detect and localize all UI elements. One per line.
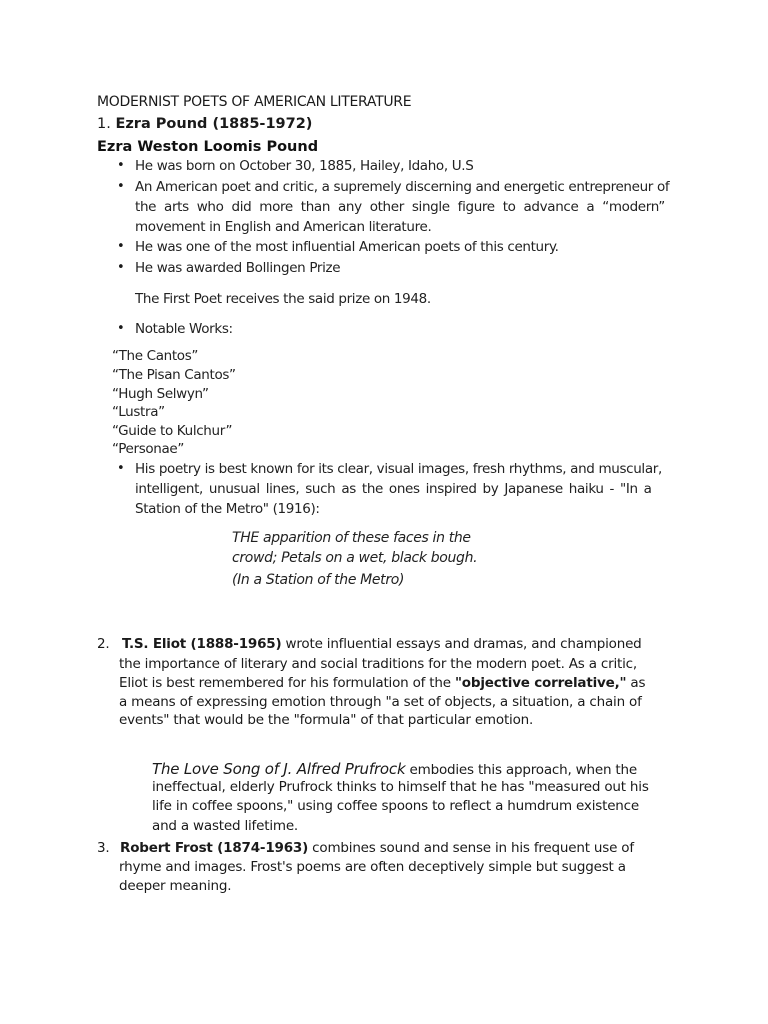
pound-work-item: “The Cantos” — [112, 348, 199, 364]
bullet-icon: • — [117, 260, 125, 275]
objective-correlative-term: "objective correlative," — [454, 675, 627, 691]
eliot-line2: the importance of literary and social traditions for the modern poet. As a critic, — [119, 656, 637, 672]
eliot-name: T.S. Eliot (1888-1965) — [122, 636, 282, 652]
eliot-line4: a means of expressing emotion through "a set of objects, a situation, a chain of — [119, 694, 642, 710]
pound-notable-label: Notable Works: — [135, 321, 233, 337]
pound-bullet-poet-line2: the arts who did more than any other single figure to advance a “modern” — [135, 199, 665, 215]
pound-bullet-born: He was born on October 30, 1885, Hailey, Idaho, U.S — [135, 158, 474, 174]
bullet-icon: • — [117, 158, 125, 173]
frost-name: Robert Frost (1874-1963) — [120, 840, 309, 856]
document-title: MODERNIST POETS OF AMERICAN LITERATURE — [97, 94, 412, 110]
eliot-line1-text: wrote influential essays and dramas, and championed — [281, 636, 642, 652]
bullet-icon: • — [117, 179, 125, 194]
eliot-number: 2. — [97, 636, 110, 652]
prufrock-line3: life in coffee spoons," using coffee spoons to reflect a humdrum existence — [152, 798, 639, 814]
pound-poetry-line2: intelligent, unusual lines, such as the ones inspired by Japanese haiku - "In a — [135, 481, 652, 497]
pound-work-item: “Lustra” — [112, 404, 165, 420]
pound-heading — [97, 116, 312, 132]
pound-bullet-bollingen: He was awarded Bollingen Prize — [135, 260, 341, 276]
pound-work-item: “Personae” — [112, 441, 185, 457]
pound-work-item: “The Pisan Cantos” — [112, 367, 236, 383]
prufrock-line2: ineffectual, elderly Prufrock thinks to himself that he has "measured out his — [152, 779, 649, 795]
eliot-line3-end: as — [626, 675, 646, 691]
frost-line1 — [120, 840, 634, 856]
pound-work-item: “Guide to Kulchur” — [112, 423, 233, 439]
pound-prize-note: The First Poet receives the said prize on 1948. — [135, 291, 431, 307]
pound-quote-line1: THE apparition of these faces in the — [232, 530, 471, 546]
pound-number: 1. — [97, 116, 111, 132]
eliot-line1 — [122, 636, 642, 652]
pound-full-name: Ezra Weston Loomis Pound — [97, 139, 319, 155]
pound-bullet-influential: He was one of the most influential American poets of this century. — [135, 239, 559, 255]
pound-work-item: “Hugh Selwyn” — [112, 386, 209, 402]
pound-quote-line2: crowd; Petals on a wet, black bough. — [232, 550, 478, 566]
prufrock-title: The Love Song of J. Alfred Prufrock — [152, 760, 406, 778]
prufrock-line1 — [152, 760, 637, 778]
prufrock-line4: and a wasted lifetime. — [152, 818, 299, 834]
frost-line2: rhyme and images. Frost's poems are often deceptively simple but suggest a — [119, 859, 626, 875]
pound-poetry-line1: His poetry is best known for its clear, visual images, fresh rhythms, and muscular, — [135, 461, 662, 477]
pound-name-heading: Ezra Pound (1885-1972) — [115, 116, 313, 132]
frost-line3: deeper meaning. — [119, 878, 232, 894]
frost-line1-text: combines sound and sense in his frequent use of — [308, 840, 634, 856]
pound-quote-citation: (In a Station of the Metro) — [232, 572, 405, 588]
pound-bullet-poet-line1: An American poet and critic, a supremely discerning and energetic entrepreneur of — [135, 179, 670, 195]
bullet-icon: • — [117, 461, 125, 476]
pound-poetry-line3: Station of the Metro" (1916): — [135, 501, 320, 517]
eliot-line3-start: Eliot is best remembered for his formulation of the — [119, 675, 455, 691]
bullet-icon: • — [117, 321, 125, 336]
frost-number: 3. — [97, 840, 110, 856]
prufrock-line1-text: embodies this approach, when the — [405, 762, 637, 778]
eliot-line3 — [119, 675, 645, 691]
pound-bullet-poet-line3: movement in English and American literature. — [135, 219, 432, 235]
bullet-icon: • — [117, 239, 125, 254]
eliot-line5: events" that would be the "formula" of that particular emotion. — [119, 712, 534, 728]
